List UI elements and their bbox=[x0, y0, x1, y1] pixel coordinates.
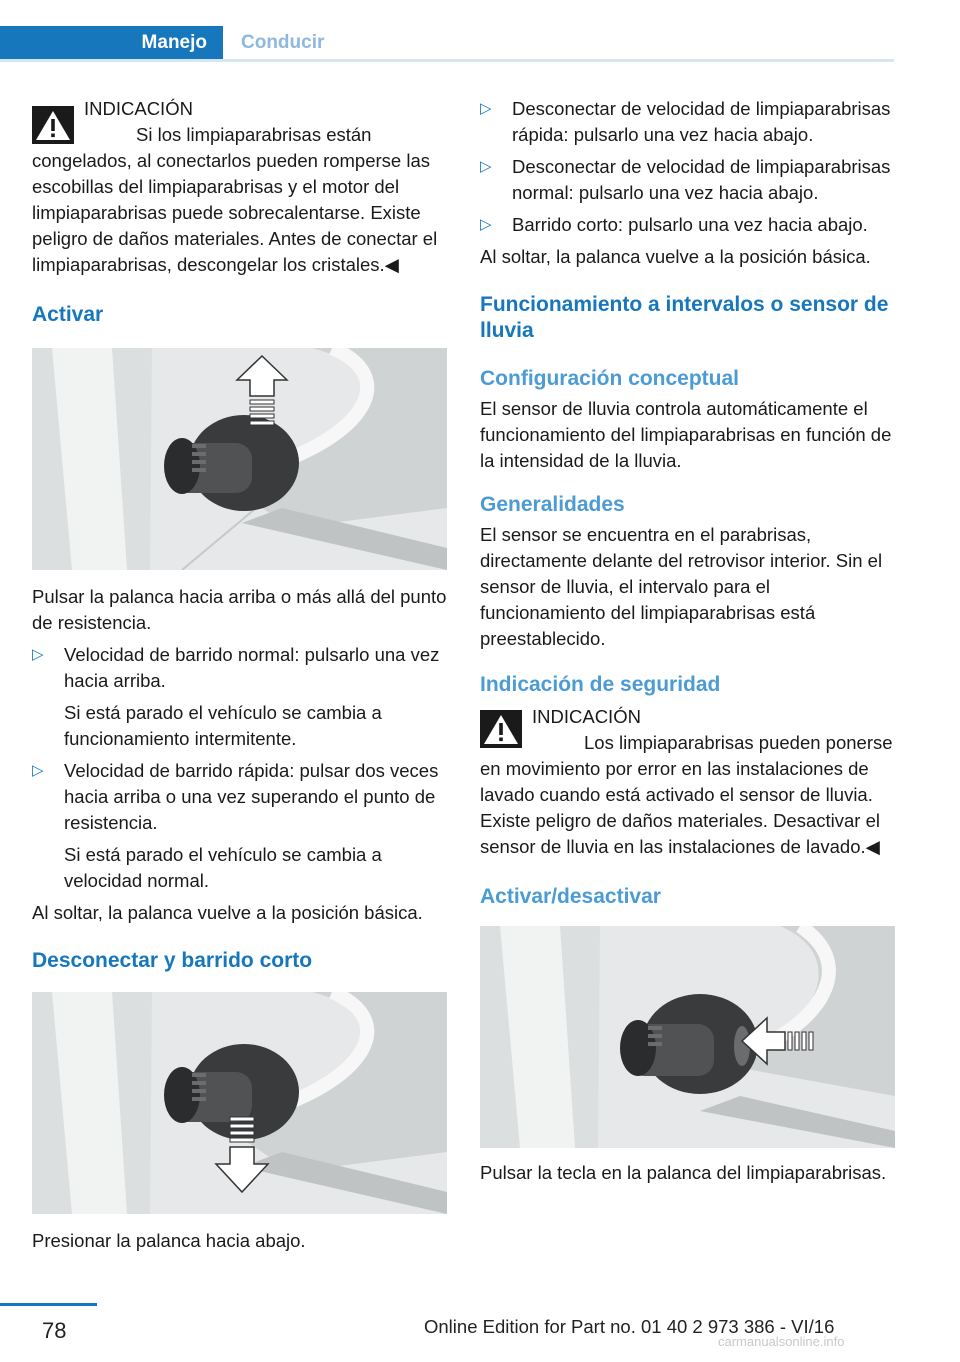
bullet-text: Velocidad de barrido rápida: pulsar dos veces hacia arriba o una vez superando el punto de resistencia. bbox=[64, 760, 439, 833]
bullet-text: Desconectar de velocidad de limpiaparabrisas rápida: pulsarlo una vez hacia abajo. bbox=[512, 98, 891, 145]
bullet-subtext: Si está parado el vehículo se cambia a funcionamiento intermitente. bbox=[64, 702, 382, 749]
triangle-right-icon: ▷ bbox=[32, 646, 44, 663]
list-item bbox=[32, 642, 450, 752]
footer-divider bbox=[0, 1303, 97, 1306]
desconectar-bullet-list bbox=[480, 96, 898, 238]
warning-block bbox=[480, 700, 898, 860]
config-text: El sensor de lluvia controla automáticamente el funcionamiento del limpiaparabrisas en función de la intensidad de la lluvia. bbox=[480, 398, 892, 471]
figure-lever-up bbox=[32, 348, 447, 570]
warning-block bbox=[32, 96, 450, 278]
triangle-right-icon: ▷ bbox=[480, 158, 492, 175]
figure-lever-button bbox=[480, 926, 895, 1148]
right-column bbox=[480, 96, 898, 1186]
triangle-right-icon: ▷ bbox=[480, 216, 492, 233]
generalidades-text: El sensor se encuentra en el parabrisas, directamente delante del retrovisor interior. Sin el sensor de lluvia, el intervalo para el funcionamiento del limpiaparabrisas está preestablecido. bbox=[480, 524, 883, 649]
subheading-configuracion: Configuración conceptual bbox=[480, 367, 740, 390]
bullet-subtext: Si está parado el vehículo se cambia a velocidad normal. bbox=[64, 844, 382, 891]
warning-title: INDICACIÓN bbox=[532, 706, 641, 727]
tab-manejo[interactable] bbox=[0, 26, 223, 60]
left-column bbox=[32, 96, 450, 1254]
bullet-text: Velocidad de barrido normal: pulsarlo una vez hacia arriba. bbox=[64, 644, 440, 691]
subheading-activar-desactivar: Activar/desactivar bbox=[480, 885, 661, 908]
subheading-generalidades: Generalidades bbox=[480, 493, 625, 516]
bullet-text: Desconectar de velocidad de limpiaparabrisas normal: pulsarlo una vez hacia abajo. bbox=[512, 156, 891, 203]
warning-text: Los limpiaparabrisas pueden ponerse en movimiento por error en las instalaciones de lavado cuando está activado el sensor de lluvia. Existe peligro de daños materiales. Desactivar el sensor de lluvia en las instalaciones de lavado.◀ bbox=[480, 732, 893, 857]
list-item bbox=[32, 758, 450, 894]
bullet-text: Barrido corto: pulsarlo una vez hacia abajo. bbox=[512, 214, 868, 235]
desconectar-caption: Presionar la palanca hacia abajo. bbox=[32, 1230, 306, 1251]
triangle-right-icon: ▷ bbox=[32, 762, 44, 779]
section-heading-desconectar: Desconectar y barrido corto bbox=[32, 949, 313, 972]
page-number: 78 bbox=[42, 1318, 67, 1343]
release-text: Al soltar, la palanca vuelve a la posición básica. bbox=[480, 246, 871, 267]
activar-caption: Pulsar la palanca hacia arriba o más allá del punto de resistencia. bbox=[32, 586, 447, 633]
tab-conducir-label: Conducir bbox=[241, 32, 325, 53]
warning-text: Si los limpiaparabrisas están congelados, al conectarlos pueden romperse las escobillas del limpiaparabrisas y el motor del limpiaparabrisas puede sobrecalentarse. Existe peligro de daños materiales. Antes de conectar el limpiaparabrisas, descongelar los cristales.◀ bbox=[32, 124, 438, 275]
warning-triangle-icon bbox=[32, 106, 74, 144]
warning-title: INDICACIÓN bbox=[84, 98, 193, 119]
list-item bbox=[480, 154, 898, 206]
header-tabs bbox=[0, 0, 894, 62]
warning-triangle-icon bbox=[480, 710, 522, 748]
list-item bbox=[480, 212, 898, 238]
tab-manejo-label: Manejo bbox=[141, 32, 207, 53]
section-heading-activar: Activar bbox=[32, 303, 104, 326]
watermark: carmanualsonline.info bbox=[718, 1334, 845, 1349]
list-item bbox=[480, 96, 898, 148]
release-text: Al soltar, la palanca vuelve a la posición básica. bbox=[32, 902, 423, 923]
header-divider bbox=[0, 59, 894, 62]
edition-text: Online Edition for Part no. 01 40 2 973 386 - VI/16 bbox=[424, 1316, 835, 1337]
figure-lever-down bbox=[32, 992, 447, 1214]
subheading-seguridad: Indicación de seguridad bbox=[480, 673, 721, 696]
triangle-right-icon: ▷ bbox=[480, 100, 492, 117]
activar-desactivar-caption: Pulsar la tecla en la palanca del limpiaparabrisas. bbox=[480, 1162, 887, 1183]
activar-bullet-list bbox=[32, 642, 450, 894]
section-heading-intervalos: Funcionamiento a intervalos o sensor de lluvia bbox=[480, 293, 889, 342]
tab-conducir[interactable] bbox=[223, 26, 363, 60]
